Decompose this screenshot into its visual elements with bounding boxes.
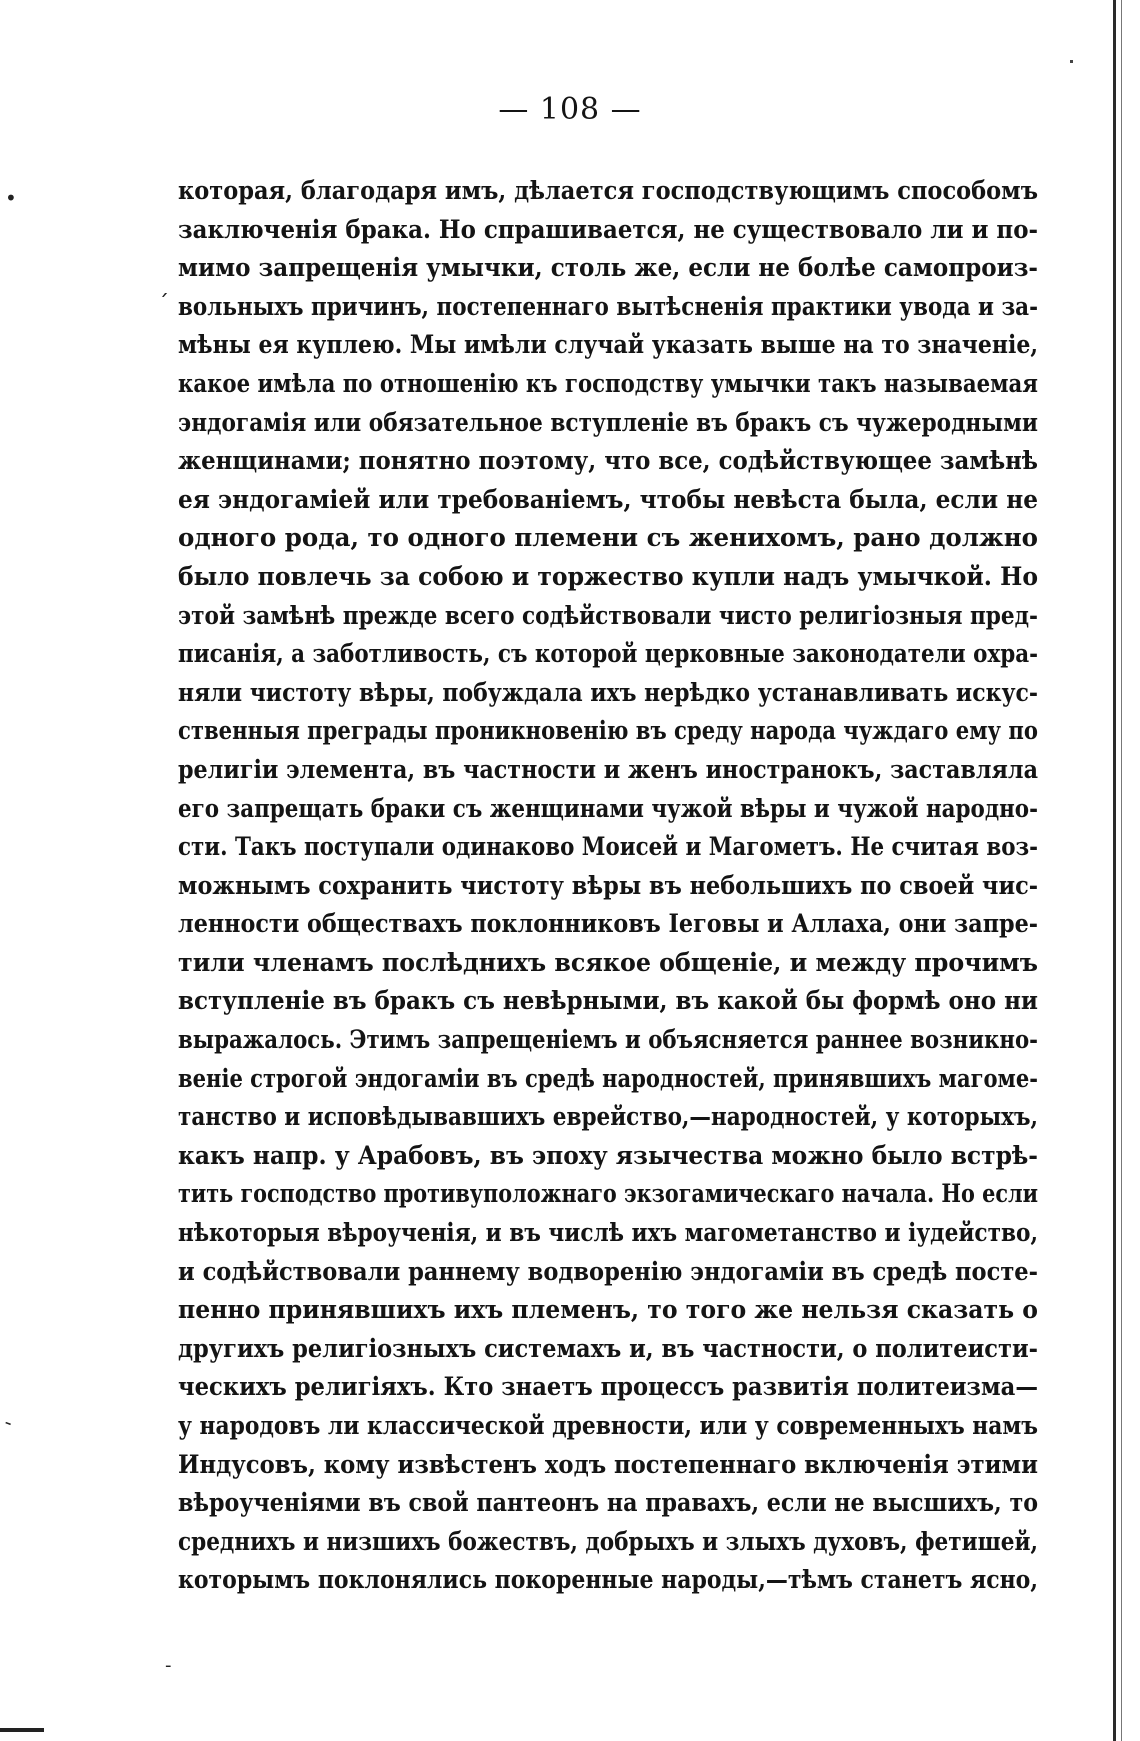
text-line: Индусовъ, кому извѣстенъ ходъ постепеннаго включенія этими: [178, 1449, 1038, 1479]
text-line: которымъ поклонялись покоренные народы,—тѣмъ станетъ ясно,: [178, 1565, 1038, 1595]
text-line: веніе строгой эндогаміи въ средѣ народностей, принявшихъ магоме-: [178, 1063, 1038, 1093]
text-line: и содѣйствовали раннему водворенію эндогаміи въ средѣ посте-: [178, 1256, 1038, 1286]
text-line: другихъ религіозныхъ системахъ и, въ частности, о политеисти-: [178, 1333, 1038, 1363]
text-line: было повлечь за собою и торжество купли надъ умычкой. Но: [178, 561, 1038, 591]
text-line: эндогамія или обязательное вступленіе въ бракъ съ чужеродными: [178, 407, 1038, 437]
text-line: танство и исповѣдывавшихъ еврейство,—народностей, у которыхъ,: [178, 1102, 1038, 1132]
text-line: которая, благодаря имъ, дѣлается господствующимъ способомъ: [178, 176, 1038, 205]
text-line: этой замѣнѣ прежде всего содѣйствовали чисто религіозныя пред-: [178, 600, 1038, 630]
text-line: его запрещать браки съ женщинами чужой вѣры и чужой народно-: [178, 793, 1038, 823]
margin-dash-mark-lower: -: [165, 1655, 172, 1676]
margin-tick-mark: ˊ: [158, 292, 169, 317]
text-line: какое имѣла по отношенію къ господству умычки такъ называемая: [178, 368, 1038, 398]
margin-bar-mark: [0, 1728, 44, 1732]
text-line: ленности обществахъ поклонниковъ Іеговы и Аллаха, они запре-: [178, 909, 1038, 939]
text-line: женщинами; понятно поэтому, что все, содѣйствующее замѣнѣ: [178, 446, 1038, 476]
text-line: ственныя преграды проникновенію въ среду народа чуждаго ему по: [178, 716, 1038, 746]
text-line: среднихъ и низшихъ божествъ, добрыхъ и злыхъ духовъ, фетишей,: [178, 1526, 1038, 1556]
text-line: заключенія брака. Но спрашивается, не существовало ли и по-: [178, 214, 1038, 244]
margin-bullet-mark: •: [5, 186, 17, 210]
text-line: тить господство противуположнаго экзогамическаго начала. Но если: [178, 1179, 1038, 1209]
page-number: — 108 —: [498, 92, 642, 127]
page-edge-rule: [1113, 0, 1116, 1741]
text-line: мимо запрещенія умычки, столь же, если не болѣе самопроиз-: [178, 253, 1038, 283]
text-line: мѣны ея куплею. Мы имѣли случай указать выше на то значеніе,: [178, 330, 1038, 360]
text-line: тили членамъ послѣднихъ всякое общеніе, и между прочимъ: [178, 947, 1038, 977]
text-line: религіи элемента, въ частности и женъ иностранокъ, заставляла: [178, 754, 1038, 784]
text-line: нѣкоторыя вѣроученія, и въ числѣ ихъ магометанство и іудейство,: [178, 1218, 1038, 1248]
speck: [1070, 60, 1073, 63]
margin-dash-mark: -: [1, 1409, 17, 1435]
text-line: писанія, а заботливость, съ которой церковные законодатели охра-: [178, 639, 1038, 669]
text-line: ея эндогаміей или требованіемъ, чтобы невѣста была, если не: [178, 484, 1038, 514]
text-line: можнымъ сохранить чистоту вѣры въ небольшихъ по своей чис-: [178, 870, 1038, 900]
text-line: ческихъ религіяхъ. Кто знаетъ процессъ развитія политеизма—: [178, 1372, 1038, 1402]
text-line: какъ напр. у Арабовъ, въ эпоху язычества можно было встрѣ-: [178, 1140, 1038, 1170]
body-text: [178, 172, 1038, 1600]
text-line: одного рода, то одного племени съ женихомъ, рано должно: [178, 523, 1038, 553]
text-line: вѣроученіями въ свой пантеонъ на правахъ, если не высшихъ, то: [178, 1488, 1038, 1518]
text-line: вступленіе въ бракъ съ невѣрными, въ какой бы формѣ оно ни: [178, 986, 1038, 1016]
page-edge-rule-thin: [1121, 0, 1122, 1741]
text-line: няли чистоту вѣры, побуждала ихъ нерѣдко устанавливать искус-: [178, 677, 1038, 707]
text-line: сти. Такъ поступали одинаково Моисей и Магометъ. Не считая воз-: [178, 832, 1038, 862]
text-line: вольныхъ причинъ, постепеннаго вытѣсненія практики увода и за-: [178, 291, 1038, 321]
text-line: у народовъ ли классической древности, или у современныхъ намъ: [178, 1411, 1038, 1440]
text-line: пенно принявшихъ ихъ племенъ, то того же нельзя сказать о: [178, 1295, 1038, 1325]
text-line: выражалось. Этимъ запрещеніемъ и объясняется раннее возникно-: [178, 1025, 1038, 1055]
